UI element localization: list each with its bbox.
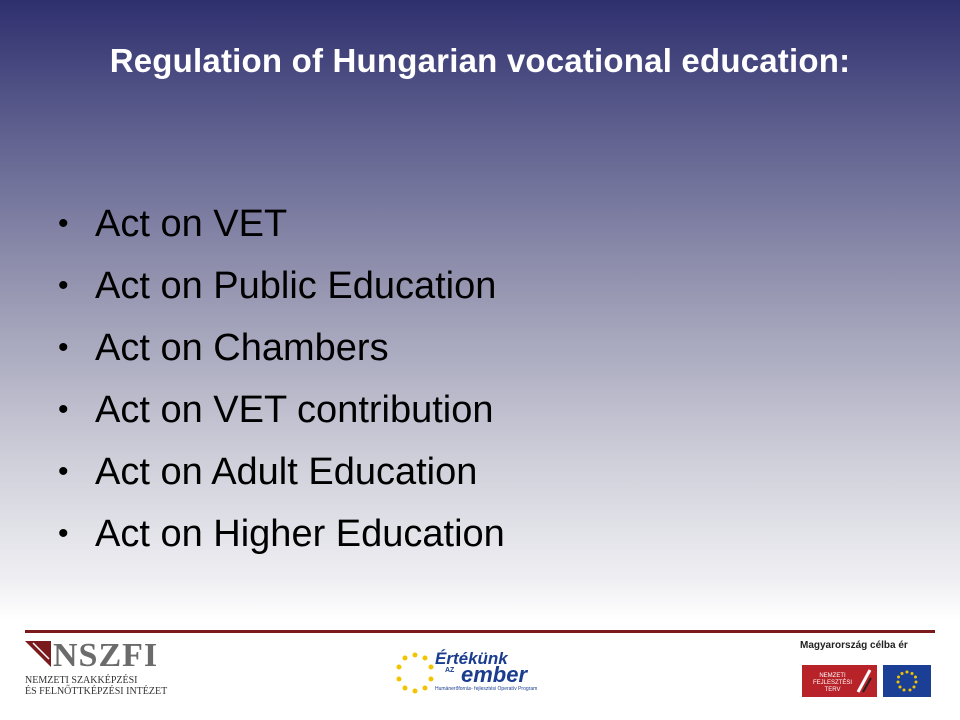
ertekunk-word2: AZ (445, 667, 455, 674)
bullet-item (58, 441, 505, 503)
ertekunk-word3: ember (461, 662, 528, 687)
nszfi-logo (25, 637, 168, 697)
ertekunk-word1: Értékünk (435, 649, 508, 668)
nft-logo (802, 665, 877, 697)
nft-text: NEMZETI FEJLESZTÉSI TERV (812, 673, 852, 693)
slide-title: Regulation of Hungarian vocational education: (109, 42, 851, 79)
bullet-text: Act on Adult Education (95, 450, 478, 493)
eu-flag (883, 665, 931, 697)
bullet-item (58, 503, 505, 565)
magyarorszag-text: Magyarország célba ér (800, 640, 908, 651)
bullet-item (58, 379, 505, 441)
nszfi-line2: ÉS FELNŐTTKÉPZÉSI INTÉZET (25, 686, 168, 697)
bullet-text: Act on Higher Education (95, 512, 505, 555)
nft-arrow-icon (855, 668, 873, 694)
bullet-text: Act on VET (95, 202, 288, 245)
bullet-text: Act on Public Education (95, 264, 497, 307)
bullet-text: Act on VET contribution (95, 388, 494, 431)
nszfi-line1: NEMZETI SZAKKÉPZÉSI (25, 675, 138, 686)
footer-divider (25, 630, 935, 633)
bullet-list (58, 193, 505, 565)
eu-stars-icon (393, 649, 438, 697)
ertekunk-tagline: Humánerőforrás- fejlesztési Operatív Program (435, 686, 538, 692)
eu-flag-stars-icon (883, 665, 931, 697)
nszfi-mark-icon (25, 641, 55, 669)
bullet-text: Act on Chambers (95, 326, 389, 369)
bullet-dot: • (58, 331, 69, 364)
bullet-dot: • (58, 517, 69, 550)
bullet-dot: • (58, 207, 69, 240)
bullet-item (58, 255, 505, 317)
bullet-dot: • (58, 455, 69, 488)
bullet-dot: • (58, 269, 69, 302)
nszfi-name: NSZFI (53, 637, 159, 674)
bullet-dot: • (58, 393, 69, 426)
bullet-item (58, 193, 505, 255)
ertekunk-logo (393, 649, 543, 699)
bullet-item (58, 317, 505, 379)
